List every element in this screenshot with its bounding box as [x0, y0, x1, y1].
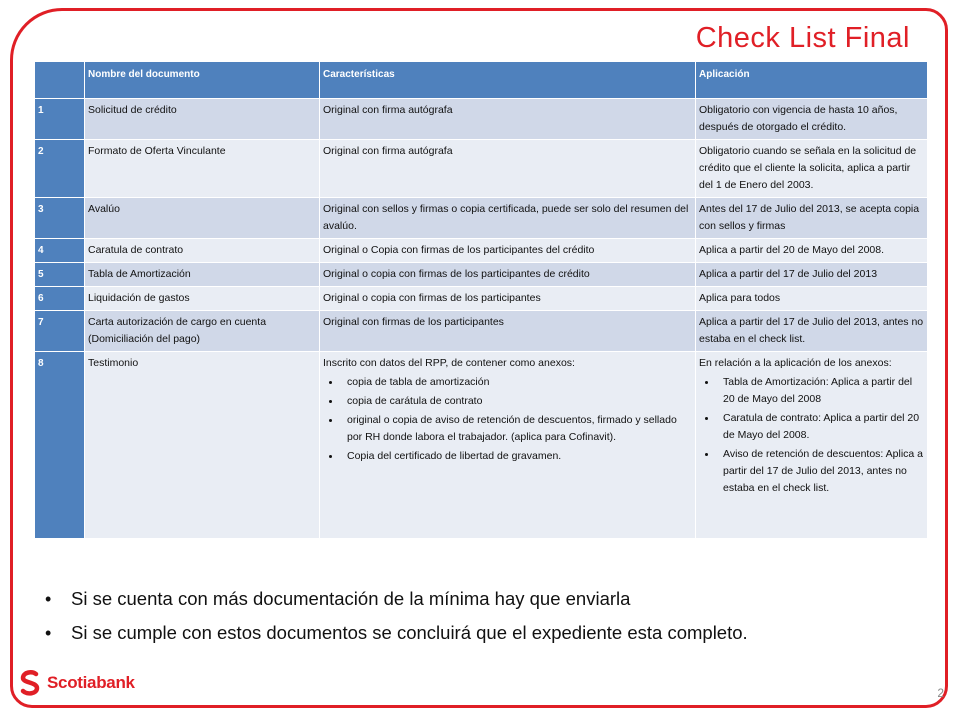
row-number: 5 — [35, 263, 85, 287]
document-application: Obligatorio cuando se señala en la solicitud de crédito que el cliente la solicita, aplica a partir del 1 de Enero del 2003. — [696, 140, 928, 198]
document-application: Antes del 17 de Julio del 2013, se acepta copia con sellos y firmas — [696, 198, 928, 239]
page-number: 2 — [937, 686, 944, 700]
bullet-icon: • — [45, 589, 52, 609]
table-header-row — [35, 62, 928, 99]
document-application — [696, 352, 928, 539]
document-application: Aplica para todos — [696, 287, 928, 311]
document-characteristics: Original con firma autógrafa — [320, 99, 696, 140]
note-item — [45, 619, 748, 647]
table-row — [35, 99, 928, 140]
document-name: Avalúo — [85, 198, 320, 239]
scotiabank-s-icon — [18, 670, 42, 696]
list-item: • Aviso de retención de descuentos: Aplica a partir del 17 de Julio del 2013, antes no estaba en el check list. — [717, 446, 924, 497]
document-name: Testimonio — [85, 352, 320, 539]
row-number: 1 — [35, 99, 85, 140]
table-row — [35, 287, 928, 311]
notes-list — [47, 585, 748, 653]
document-name: Formato de Oferta Vinculante — [85, 140, 320, 198]
table-row — [35, 239, 928, 263]
list-item: • Copia del certificado de libertad de gravamen. — [341, 448, 692, 465]
application-list — [699, 374, 924, 497]
document-characteristics: Original o copia con firmas de los participantes — [320, 287, 696, 311]
document-characteristics: Original con firmas de los participantes — [320, 311, 696, 352]
bullet-icon: • — [45, 623, 52, 643]
note-item — [45, 585, 748, 613]
document-characteristics: Original con sellos y firmas o copia certificada, puede ser solo del resumen del avalúo. — [320, 198, 696, 239]
row-number: 4 — [35, 239, 85, 263]
header-application: Aplicación — [696, 62, 928, 99]
row-number: 3 — [35, 198, 85, 239]
document-name: Carta autorización de cargo en cuenta (Domiciliación del pago) — [85, 311, 320, 352]
list-item: • Caratula de contrato: Aplica a partir del 20 de Mayo del 2008. — [717, 410, 924, 444]
table-row — [35, 140, 928, 198]
header-characteristics: Características — [320, 62, 696, 99]
document-characteristics — [320, 352, 696, 539]
row-number: 8 — [35, 352, 85, 539]
row-number: 2 — [35, 140, 85, 198]
document-characteristics: Original con firma autógrafa — [320, 140, 696, 198]
header-num — [35, 62, 85, 99]
document-application: Obligatorio con vigencia de hasta 10 años, después de otorgado el crédito. — [696, 99, 928, 140]
note-text: Si se cumple con estos documentos se concluirá que el expediente esta completo. — [71, 622, 748, 643]
annex-list — [323, 374, 692, 465]
document-application: Aplica a partir del 17 de Julio del 2013 — [696, 263, 928, 287]
table-row — [35, 198, 928, 239]
scotiabank-logo — [18, 670, 135, 696]
table-row — [35, 311, 928, 352]
note-text: Si se cuenta con más documentación de la mínima hay que enviarla — [71, 588, 631, 609]
document-application: Aplica a partir del 20 de Mayo del 2008. — [696, 239, 928, 263]
header-name: Nombre del documento — [85, 62, 320, 99]
table-row — [35, 352, 928, 539]
list-item: • original o copia de aviso de retención de descuentos, firmado y sellado por RH donde labora el trabajador. (aplica para Cofinavit). — [341, 412, 692, 446]
document-characteristics: Original o Copia con firmas de los participantes del crédito — [320, 239, 696, 263]
checklist-table — [34, 61, 928, 539]
table-row — [35, 263, 928, 287]
document-name: Liquidación de gastos — [85, 287, 320, 311]
row-number: 6 — [35, 287, 85, 311]
row-number: 7 — [35, 311, 85, 352]
slide-title: Check List Final — [695, 22, 910, 54]
document-name: Solicitud de crédito — [85, 99, 320, 140]
list-item: • copia de tabla de amortización — [341, 374, 692, 391]
characteristics-intro: Inscrito con datos del RPP, de contener como anexos: — [323, 357, 575, 369]
list-item: • Tabla de Amortización: Aplica a partir del 20 de Mayo del 2008 — [717, 374, 924, 408]
document-characteristics: Original o copia con firmas de los participantes de crédito — [320, 263, 696, 287]
list-item: • copia de carátula de contrato — [341, 393, 692, 410]
document-application: Aplica a partir del 17 de Julio del 2013, antes no estaba en el check list. — [696, 311, 928, 352]
logo-text: Scotiabank — [47, 673, 135, 692]
document-name: Tabla de Amortización — [85, 263, 320, 287]
application-intro: En relación a la aplicación de los anexos: — [699, 357, 892, 369]
document-name: Caratula de contrato — [85, 239, 320, 263]
